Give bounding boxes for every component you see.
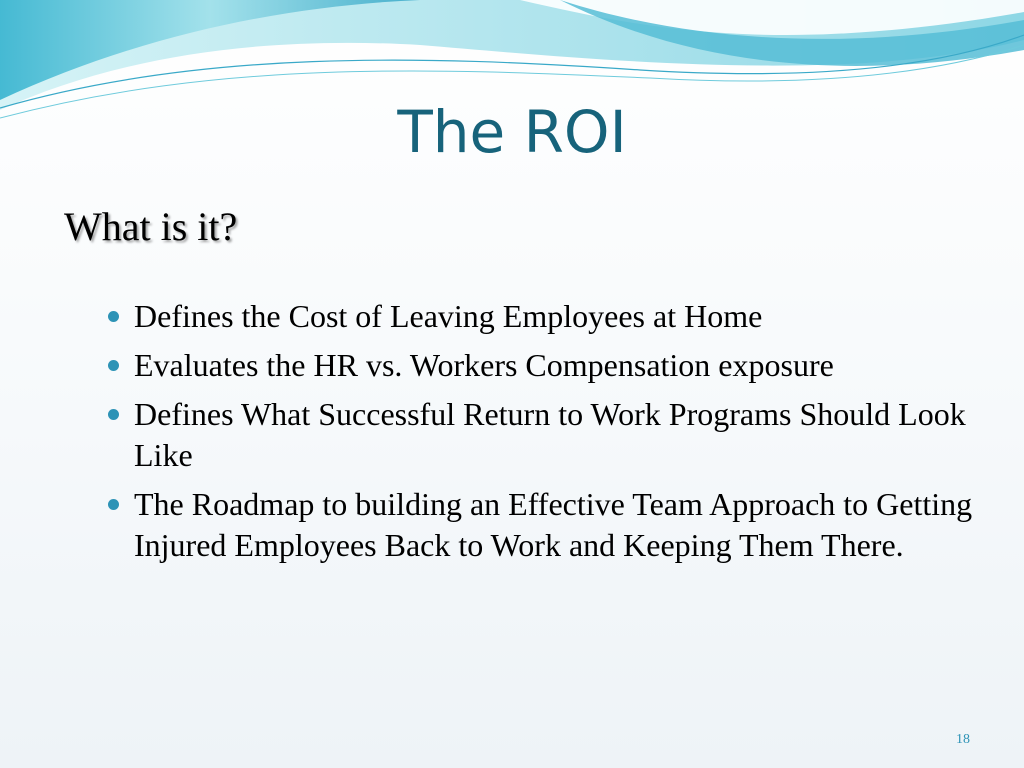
bullet-icon (108, 311, 119, 322)
page-number: 18 (956, 732, 970, 747)
bullet-icon (108, 360, 119, 371)
bullet-icon (108, 409, 119, 420)
slide-subtitle: What is it? (64, 204, 238, 249)
bullet-item (106, 394, 986, 476)
bullet-icon (108, 499, 119, 510)
bullet-text: The Roadmap to building an Effective Team Approach to Getting Injured Employees Back to Work and Keeping Them There. (134, 486, 973, 563)
slide-title: The ROI (397, 98, 627, 166)
bullet-item (106, 296, 986, 337)
bullet-text: Defines What Successful Return to Work Programs Should Look Like (134, 396, 966, 473)
bullet-list (106, 296, 986, 574)
bullet-text: Defines the Cost of Leaving Employees at Home (134, 298, 763, 334)
bullet-item (106, 484, 986, 566)
bullet-text: Evaluates the HR vs. Workers Compensation exposure (134, 347, 834, 383)
bullet-item (106, 345, 986, 386)
